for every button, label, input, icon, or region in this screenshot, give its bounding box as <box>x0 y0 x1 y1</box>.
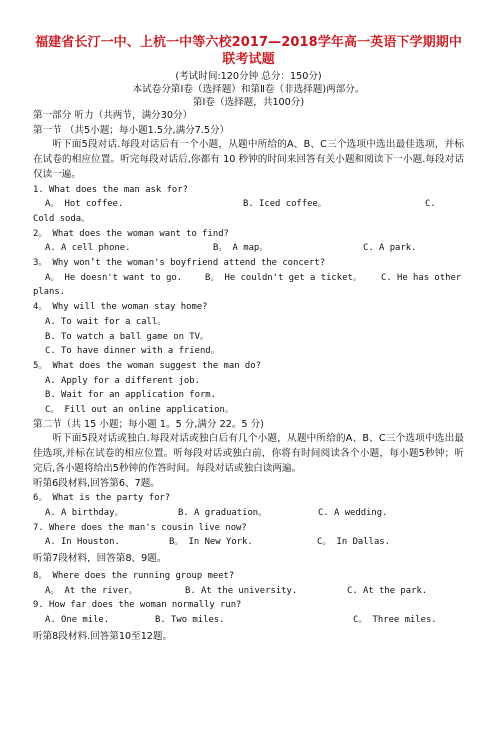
question-3-options <box>33 271 464 286</box>
question-2-options <box>33 241 464 256</box>
q1-option-c-text: Cold soda。 <box>33 213 90 224</box>
question-9-options <box>33 613 464 628</box>
q6-option-b: B. A graduation。 <box>178 507 268 518</box>
q7-option-c: C。 In Dallas. <box>317 537 390 548</box>
material-6-note: 听第6段材料,回答第6、7题。 <box>33 477 160 489</box>
q2-option-c: C. A park. <box>363 243 417 254</box>
q5-option-c: C。 Fill out an online application。 <box>45 405 234 416</box>
q1-option-b: B. Iced coffee。 <box>243 199 327 210</box>
q2-option-b: B。 A map。 <box>213 243 269 254</box>
section2-heading: 第二节（共 15 小题；每小题 1。5 分,满分 22。5 分) <box>33 418 264 430</box>
part1-heading: 第一部分 听力（共两节，满分30分） <box>33 110 193 121</box>
q6-option-c: C. A wedding. <box>318 507 388 518</box>
exam-info: (考试时间:120分钟 总分：150分) <box>175 71 322 82</box>
q9-option-b: B. Two miles. <box>155 614 225 625</box>
q3-option-b: B。 He couldn't get a ticket。 <box>205 272 362 283</box>
q4-option-a: A. To wait for a call。 <box>45 316 167 327</box>
q8-option-b: B. At the university. <box>185 585 298 596</box>
question-5-stem: 5。 What does the woman suggest the man do? <box>33 360 261 371</box>
question-4-stem: 4。 Why will the woman stay home? <box>33 302 208 313</box>
question-9-stem: 9. How far does the woman normally run? <box>33 600 242 611</box>
q4-option-c: C. To have dinner with a friend。 <box>45 346 220 357</box>
q6-option-a: A. A birthday。 <box>45 507 124 518</box>
q5-option-b: B. Wait for an application form. <box>45 390 216 401</box>
q9-option-c: C。 Three miles. <box>353 614 437 625</box>
exam-page <box>0 34 496 736</box>
question-7-options <box>33 535 464 550</box>
q1-option-c-label: C. <box>425 199 436 210</box>
volume-heading: 第Ⅰ卷（选择题，共100分) <box>192 97 305 108</box>
question-6-options <box>33 506 464 521</box>
q4-option-b: B. To watch a ball game on TV。 <box>45 331 209 342</box>
question-2-stem: 2。 What does the woman want to find? <box>33 228 229 239</box>
q8-option-a: A。 At the river。 <box>45 585 138 596</box>
material-7-note: 听第7段材料，回答第8、9题。 <box>33 553 167 565</box>
q2-option-a: A. A cell phone. <box>45 243 131 254</box>
paper-structure: 本试卷分第Ⅰ卷（选择题）和第Ⅱ卷（非选择题)两部分。 <box>132 84 365 95</box>
section1-heading: 第一节 （共5小题；每小题1.5分,满分7.5分） <box>33 124 230 136</box>
q3-option-c-label: C. He has other <box>381 272 462 283</box>
q7-option-b: B。 In New York. <box>169 537 253 548</box>
question-8-options <box>33 584 464 599</box>
title-line-1: 福建省长汀一中、上杭一中等六校2017—2018学年高一英语下学期期中 <box>35 35 462 50</box>
question-8-stem: 8。 Where does the running group meet? <box>33 570 235 581</box>
q3-option-c-text: plans. <box>33 287 66 298</box>
q9-option-a: A. One mile. <box>45 614 110 625</box>
question-6-stem: 6。 What is the party for? <box>33 493 171 504</box>
title-line-2: 联考试题 <box>222 52 275 67</box>
q3-option-a: A。 He doesn't want to go. <box>45 272 183 283</box>
q8-option-c: C. At the park. <box>347 585 428 596</box>
q1-option-a: A。 Hot coffee. <box>45 199 124 210</box>
exam-title <box>33 34 464 68</box>
question-1-stem: 1. What does the man ask for? <box>33 184 188 195</box>
question-3-stem: 3。 Why won’t the woman's boyfriend attend the concert? <box>33 258 326 269</box>
q5-option-a: A. Apply for a different job. <box>45 375 200 386</box>
question-1-options <box>33 197 464 212</box>
question-7-stem: 7. Where does the man's cousin live now? <box>33 522 247 533</box>
q7-option-a: A. In Houston. <box>45 537 120 548</box>
section2-instructions: 听下面5段对话或独白.每段对话或独白后有几个小题，从题中所给的A、B、C三个选项中选出最佳选项,并标在试卷的相应位置。听每段对话或独白前，你将有时间阅读各个小题，每小题5秒钟；听完后,各小题将给出5秒钟的作答时间。每段对话或独白读两遍。 <box>33 433 464 474</box>
section1-instructions: 听下面5段对话.每段对话后有一个小题，从题中所给的A、B、C三个选项中选出最佳选项，并标在试卷的相应位置。听完每段对话后,你都有 10 秒钟的时间来回答有关小题和阅读下一小题.每段对话仅读一遍。 <box>33 139 464 180</box>
material-8-note: 听第8段材料.回答第10至12题。 <box>33 630 173 642</box>
